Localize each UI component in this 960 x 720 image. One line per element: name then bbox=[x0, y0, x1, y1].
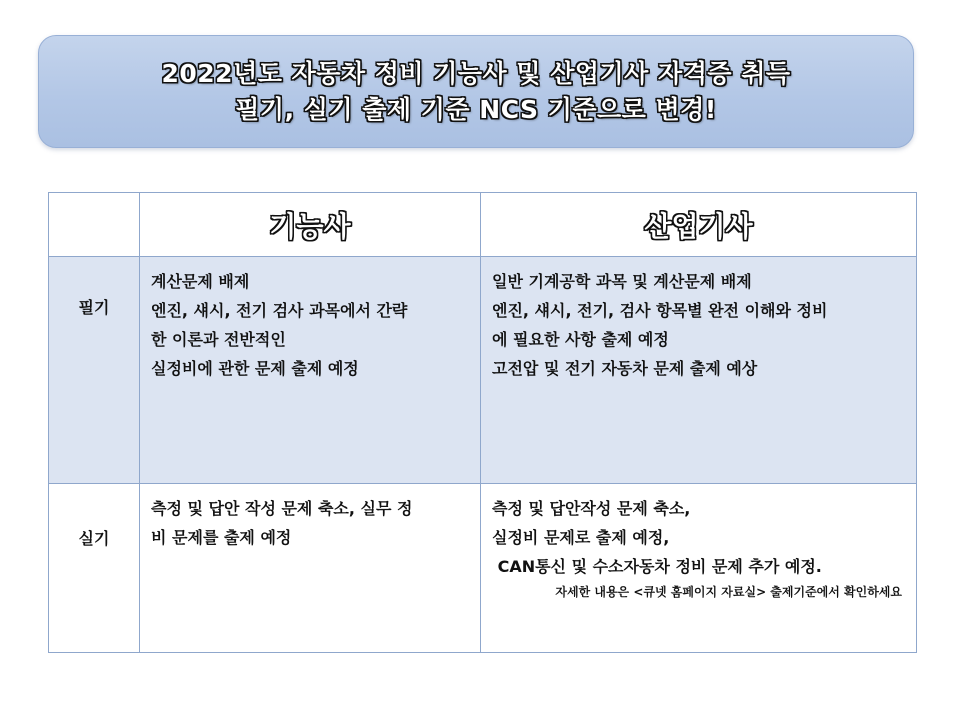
table-row-written bbox=[49, 257, 917, 484]
text-line: 계산문제 배제 bbox=[151, 272, 250, 291]
text-line: 고전압 및 전기 자동차 문제 출제 예상 bbox=[492, 359, 758, 378]
title-banner bbox=[38, 35, 914, 148]
header-industrial-engineer-label: 산업기사 bbox=[644, 209, 753, 243]
text-line: 한 이론과 전반적인 bbox=[151, 330, 286, 349]
header-corner-cell bbox=[49, 193, 140, 257]
table-header-row bbox=[49, 193, 917, 257]
text-line: 엔진, 섀시, 전기, 검사 항목별 완전 이해와 정비 bbox=[492, 301, 828, 320]
cell-written-craftsman bbox=[140, 257, 481, 484]
cell-practical-craftsman bbox=[140, 484, 481, 653]
text-line: 실정비에 관한 문제 출제 예정 bbox=[151, 359, 359, 378]
cell-written-industrial-engineer bbox=[481, 257, 917, 484]
row-label-practical: 실기 bbox=[49, 484, 140, 653]
row-label-written: 필기 bbox=[49, 257, 140, 484]
text-line: 일반 기계공학 과목 및 계산문제 배제 bbox=[492, 272, 752, 291]
text-line: CAN통신 및 수소자동차 정비 문제 추가 예정. bbox=[492, 557, 822, 576]
title-line-2: 필기, 실기 출제 기준 NCS 기준으로 변경! bbox=[235, 94, 717, 124]
text-line: 측정 및 답안 작성 문제 축소, 실무 정 bbox=[151, 499, 413, 518]
table-row-practical bbox=[49, 484, 917, 653]
title-line-1: 2022년도 자동차 정비 기능사 및 산업기사 자격증 취득 bbox=[161, 58, 791, 88]
text-line: 엔진, 섀시, 전기 검사 과목에서 간략 bbox=[151, 301, 408, 320]
cell-practical-industrial-engineer bbox=[481, 484, 917, 653]
text-line: 측정 및 답안작성 문제 축소, bbox=[492, 499, 691, 518]
text-line: 실정비 문제로 출제 예정, bbox=[492, 528, 670, 547]
header-industrial-engineer bbox=[481, 193, 917, 257]
header-craftsman-label: 기능사 bbox=[269, 209, 351, 243]
text-line: 비 문제를 출제 예정 bbox=[151, 528, 292, 547]
footnote: 자세한 내용은 <큐넷 홈페이지 자료실> 출제기준에서 확인하세요 bbox=[555, 585, 902, 599]
header-craftsman bbox=[140, 193, 481, 257]
text-line: 에 필요한 사항 출제 예정 bbox=[492, 330, 669, 349]
